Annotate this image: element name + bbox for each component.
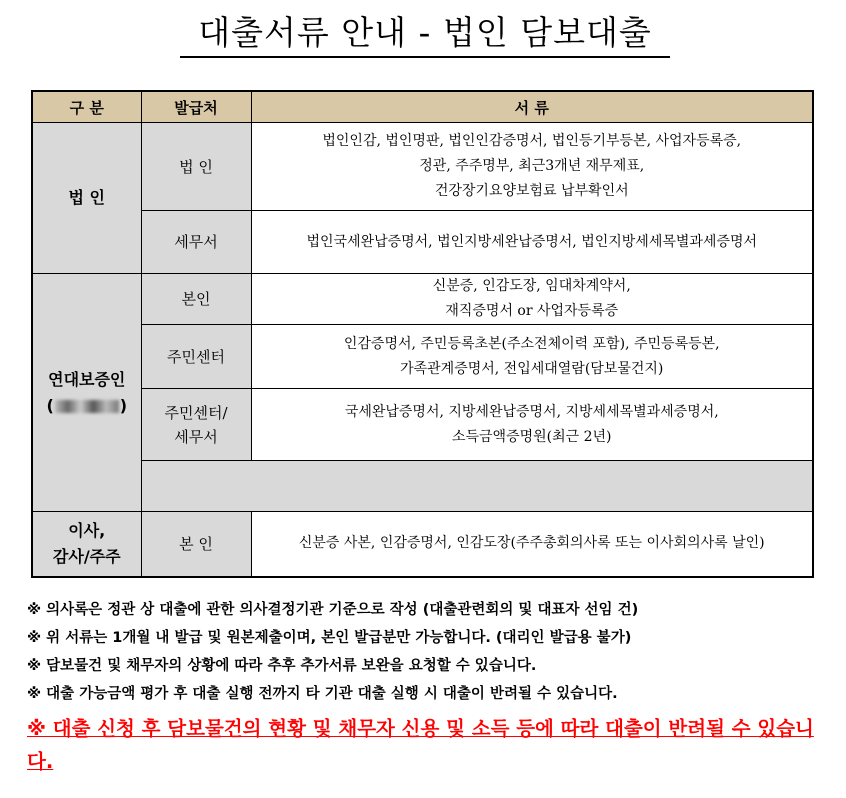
- table-header-row: [32, 91, 813, 123]
- notes-section: [27, 600, 827, 778]
- issuer-cell: 주민센터: [141, 325, 251, 389]
- table-row: [32, 389, 813, 461]
- header-category: 구 분: [32, 91, 141, 123]
- documents-cell: 법인국세완납증명서, 법인지방세완납증명서, 법인지방세세목별과세증명서: [251, 211, 813, 274]
- documents-cell: 법인인감, 법인명판, 법인인감증명서, 법인등기부등본, 사업자등록증, 정관, 주주명부, 최근3개년 재무제표, 건강장기요양보험료 납부확인서: [251, 123, 813, 211]
- table-row-empty: [32, 461, 813, 512]
- documents-cell: 신분증, 인감도장, 임대차계약서, 재직증명서 or 사업자등록증: [251, 274, 813, 325]
- issuer-cell: 법 인: [141, 123, 251, 211]
- category-joint-guarantor: 연대보증인 ( ): [32, 274, 141, 512]
- table-row: [32, 325, 813, 389]
- note-item: ※ 담보물건 및 채무자의 상황에 따라 추후 추가서류 보완을 요청할 수 있습니다.: [27, 658, 537, 674]
- header-issuer: 발급처: [141, 91, 251, 123]
- documents-cell: 인감증명서, 주민등록초본(주소전체이력 포함), 주민등록등본, 가족관계증명서, 전입세대열람(담보물건지): [251, 325, 813, 389]
- category-directors: 이사, 감사/주주: [32, 512, 141, 577]
- documents-table: [31, 90, 814, 578]
- table-row: [32, 211, 813, 274]
- page-title: 대출서류 안내 - 법인 담보대출: [180, 12, 670, 58]
- table-row: [32, 274, 813, 325]
- header-documents: 서 류: [251, 91, 813, 123]
- warning-note: ※ 대출 신청 후 담보물건의 현황 및 채무자 신용 및 소득 등에 따라 대출이 반려될 수 있습니다.: [27, 717, 814, 773]
- issuer-cell: 본인: [141, 274, 251, 325]
- empty-cell: [141, 461, 813, 512]
- note-item: ※ 의사록은 정관 상 대출에 관한 의사결정기관 기준으로 작성 (대출관련회의 및 대표자 선임 건): [27, 602, 639, 618]
- table-row: [32, 123, 813, 211]
- redacted-text: [55, 400, 119, 413]
- issuer-cell: 주민센터/ 세무서: [141, 389, 251, 461]
- issuer-cell: 세무서: [141, 211, 251, 274]
- documents-cell: 신분증 사본, 인감증명서, 인감도장(주주총회의사록 또는 이사회의사록 날인): [251, 512, 813, 577]
- note-item: ※ 대출 가능금액 평가 후 대출 실행 전까지 타 기관 대출 실행 시 대출이 반려될 수 있습니다.: [27, 686, 618, 702]
- documents-cell: 국세완납증명서, 지방세완납증명서, 지방세세목별과세증명서, 소득금액증명원(최근 2년): [251, 389, 813, 461]
- table-row: [32, 512, 813, 577]
- issuer-cell: 본 인: [141, 512, 251, 577]
- category-corporation: 법 인: [32, 123, 141, 274]
- note-item: ※ 위 서류는 1개월 내 발급 및 원본제출이며, 본인 발급분만 가능합니다. (대리인 발급용 불가): [27, 630, 632, 646]
